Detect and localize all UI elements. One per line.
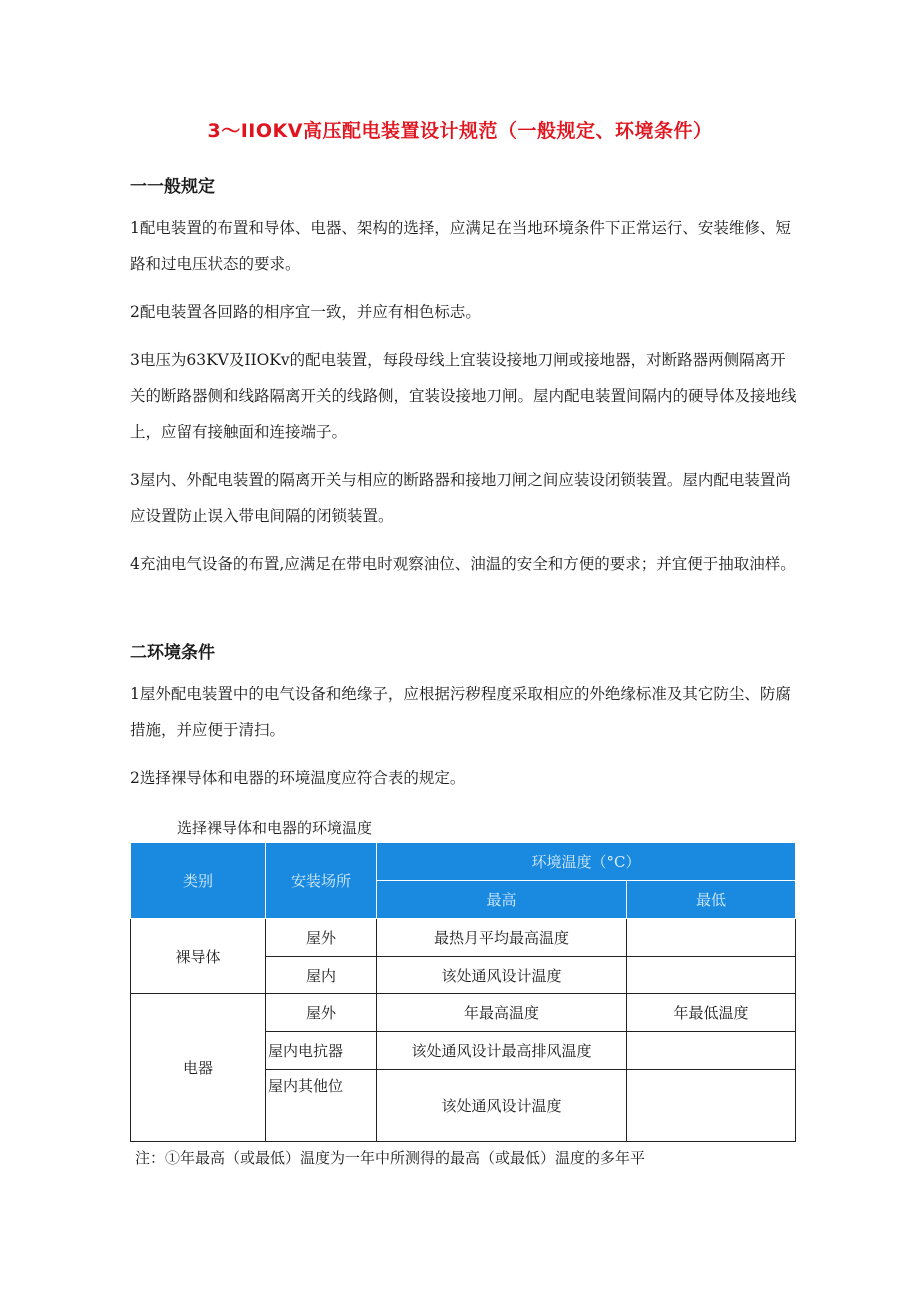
paragraph: 4充油电气设备的布置,应满足在带电时观察油位、油温的安全和方便的要求；并宜便于抽取油样。 [130, 555, 796, 573]
header-location: 安装场所 [266, 843, 377, 919]
paragraph: 3屋内、外配电装置的隔离开关与相应的断路器和接地刀闸之间应装设闭锁装置。屋内配电装置尚应设置防止误入带电间隔的闭锁装置。 [130, 471, 791, 525]
location-cell: 屋内电抗器 [266, 1032, 377, 1070]
paragraph: 1屋外配电装置中的电气设备和绝缘子，应根据污秽程度采取相应的外绝缘标准及其它防尘、防腐措施，并应便于清扫。 [130, 685, 791, 739]
min-temp-cell [627, 1032, 796, 1070]
category-cell: 裸导体 [131, 919, 266, 994]
location-cell: 屋内 [266, 957, 377, 994]
header-max: 最高 [377, 881, 627, 919]
min-temp-cell [627, 919, 796, 957]
header-env-temp: 环境温度（°C） [377, 843, 796, 881]
min-temp-cell: 年最低温度 [627, 994, 796, 1032]
min-temp-cell [627, 957, 796, 994]
table-row [131, 919, 796, 957]
document-title: 3～IIOKV高压配电装置设计规范（一般规定、环境条件） [207, 120, 713, 142]
max-temp-cell: 该处通风设计最高排风温度 [377, 1032, 627, 1070]
table-note: 注：①年最高（或最低）温度为一年中所测得的最高（或最低）温度的多年平 [135, 1149, 646, 1167]
paragraph: 1配电装置的布置和导体、电器、架构的选择，应满足在当地环境条件下正常运行、安装维修、短路和过电压状态的要求。 [130, 219, 791, 273]
category-cell: 电器 [131, 994, 266, 1142]
paragraph: 3电压为63KV及IIOKv的配电装置，每段母线上宜装设接地刀闸或接地器，对断路器两侧隔离开关的断路器侧和线路隔离开关的线路侧，宜装设接地刀闸。屋内配电装置间隔内的硬导体及接地线上，应留有接触面和连接端子。 [130, 351, 797, 441]
header-category: 类别 [131, 843, 266, 919]
temperature-table [130, 842, 795, 1146]
location-cell: 屋外 [266, 994, 377, 1032]
min-temp-cell [627, 1070, 796, 1142]
section-heading-environment: 二环境条件 [130, 643, 215, 663]
max-temp-cell: 年最高温度 [377, 994, 627, 1032]
max-temp-cell: 该处通风设计温度 [377, 1070, 627, 1142]
max-temp-cell: 该处通风设计温度 [377, 957, 627, 994]
max-temp-cell: 最热月平均最高温度 [377, 919, 627, 957]
section-heading-general: 一一般规定 [130, 177, 215, 197]
table-row [131, 994, 796, 1032]
table-caption: 选择裸导体和电器的环境温度 [177, 819, 373, 837]
paragraph: 2配电装置各回路的相序宜一致，并应有相色标志。 [130, 303, 481, 321]
header-min: 最低 [627, 881, 796, 919]
paragraph: 2选择裸导体和电器的环境温度应符合表的规定。 [130, 769, 466, 787]
location-cell: 屋外 [266, 919, 377, 957]
location-cell: 屋内其他位 [266, 1070, 377, 1142]
